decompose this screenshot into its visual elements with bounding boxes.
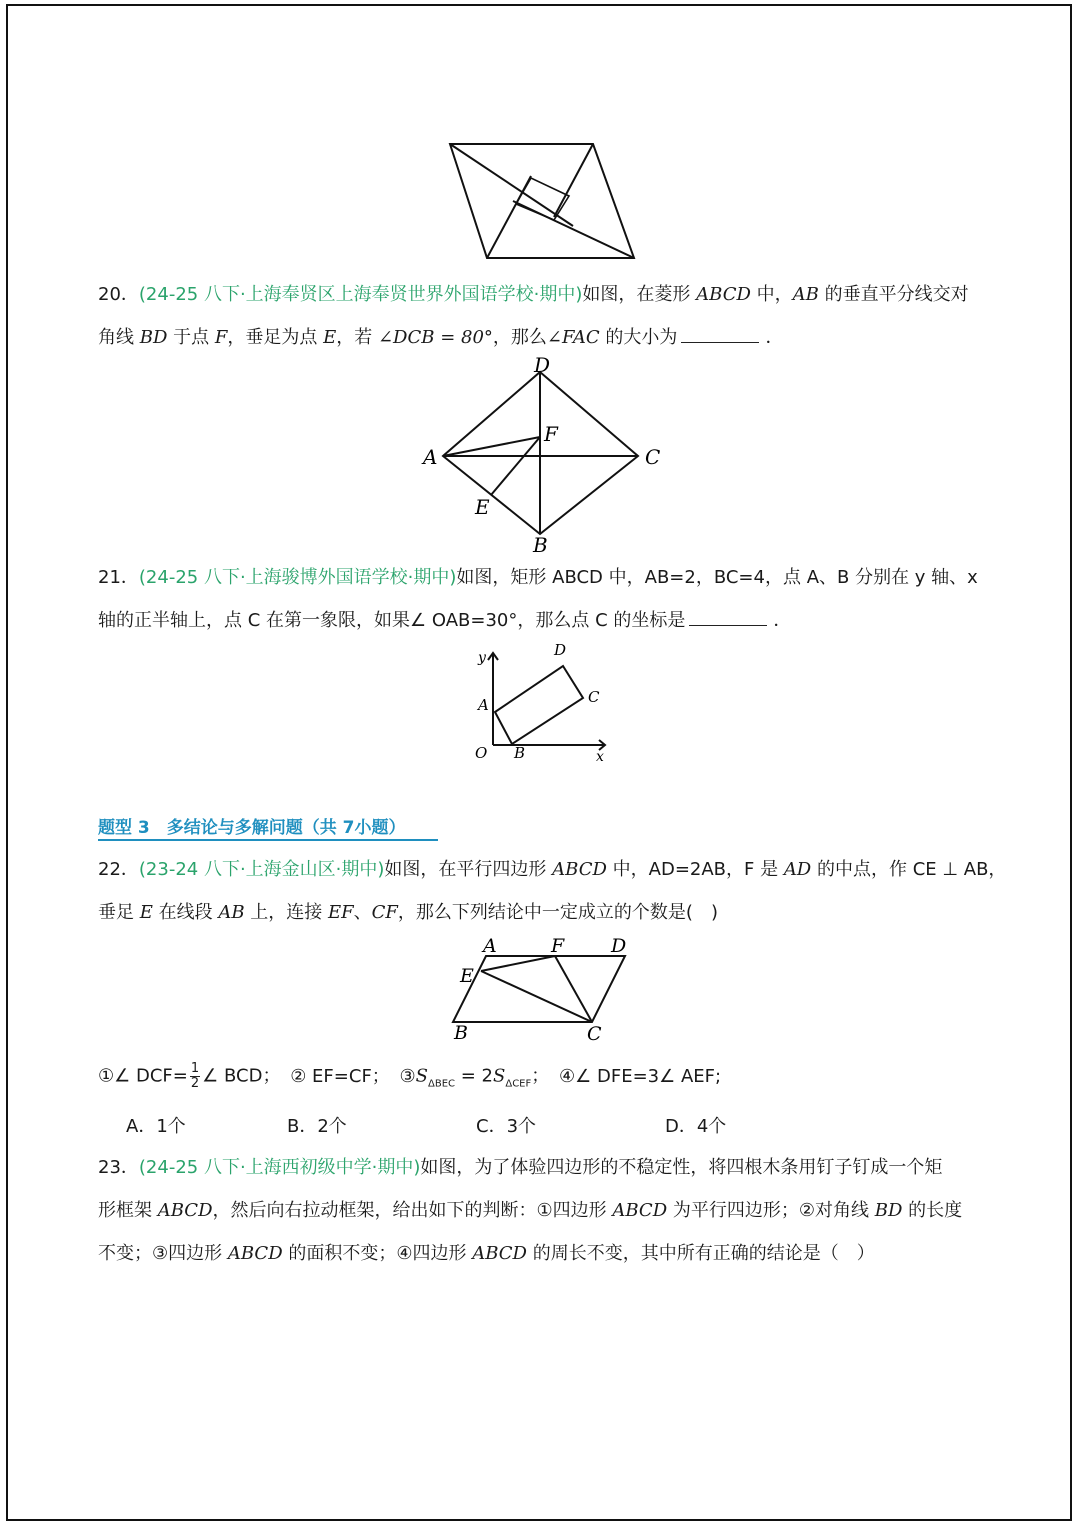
q20-text: 中， — [750, 284, 793, 305]
q20-var: AB — [792, 284, 819, 305]
q21-number: 21． — [98, 567, 139, 588]
q22-text: 在线段 — [152, 902, 219, 923]
q23-line3 — [98, 1242, 875, 1266]
q22-line2 — [98, 901, 718, 925]
q20-rhombus-figure — [415, 352, 675, 557]
q23-text: ，然后向右拉动框架，给出如下的判断：①四边形 — [212, 1200, 613, 1221]
q20-var: ∠FAC — [546, 327, 600, 348]
q21-text: 轴的正半轴上，点 C 在第一象限，如果∠ OAB=30°，那么点 C 的坐标是 — [98, 610, 686, 631]
area-symbol: S — [415, 1065, 429, 1087]
q22-var: AB — [218, 902, 245, 923]
label-B: B — [514, 744, 526, 762]
q23-text: 的长度 — [902, 1200, 963, 1221]
q22-text: ，那么下列结论中一定成立的个数是( ) — [397, 902, 718, 923]
q23-line2 — [98, 1199, 962, 1223]
q22-text: 上，连接 — [244, 902, 329, 923]
equals: = 2 — [455, 1065, 494, 1087]
q20-text: 的大小为 — [599, 327, 678, 348]
q21-source: (24-25 八下·上海骏博外国语学校·期中) — [138, 567, 457, 588]
option-c[interactable]: C．3个 — [476, 1116, 537, 1137]
q22-source: (23-24 八下·上海金山区·期中) — [138, 859, 385, 880]
label-A: A — [423, 445, 438, 469]
fraction-numerator: 1 — [190, 1061, 200, 1076]
q23-var: ABCD — [157, 1200, 213, 1221]
q23-text: 的面积不变；④四边形 — [282, 1243, 473, 1264]
q22-var: ABCD — [552, 859, 607, 880]
top-figure — [440, 138, 640, 262]
label-E: E — [460, 965, 474, 987]
label-E: E — [475, 495, 490, 519]
q22-var: CF — [371, 902, 398, 923]
q23-var: ABCD — [472, 1243, 527, 1264]
q23-text: 形框架 — [98, 1200, 158, 1221]
option-d[interactable]: D．4个 — [665, 1116, 727, 1137]
label-x: x — [596, 749, 604, 765]
q20-text: ，那么 — [492, 327, 547, 348]
area-symbol: S — [493, 1065, 506, 1087]
q20-var: BD — [139, 327, 168, 348]
label-D: D — [554, 641, 567, 659]
answer-blank[interactable] — [681, 326, 759, 343]
q22-parallelogram-figure — [445, 932, 645, 1044]
q21-line2 — [98, 609, 791, 633]
label-D: D — [534, 353, 551, 377]
q21-coordinate-figure — [470, 640, 620, 765]
label-y: y — [478, 650, 486, 666]
answer-blank[interactable] — [689, 609, 767, 626]
q23-number: 23． — [98, 1157, 139, 1178]
q20-var: ∠DCB = 80° — [377, 327, 493, 348]
label-O: O — [475, 744, 488, 762]
label-C: C — [588, 688, 600, 706]
q20-line2 — [98, 326, 783, 350]
q20-source: (24-25 八下·上海奉贤区上海奉贤世界外国语学校·期中) — [138, 284, 583, 305]
subscript: ΔCEF — [505, 1078, 532, 1090]
subscript: ΔBEC — [428, 1078, 456, 1090]
q20-var: F — [214, 327, 228, 348]
q22-text: 的中点，作 CE ⊥ AB， — [811, 859, 1007, 880]
section-underline — [98, 839, 438, 841]
q21-text: ． — [773, 610, 792, 631]
q22-var: AD — [783, 859, 812, 880]
q23-var: ABCD — [612, 1200, 668, 1221]
q22-text: 中，AD=2AB，F 是 — [606, 859, 784, 880]
conclusion-3: ③ — [399, 1065, 416, 1087]
label-F: F — [551, 935, 565, 957]
label-F: F — [544, 422, 558, 446]
q23-text: 为平行四边形；②对角线 — [667, 1200, 875, 1221]
q20-text: ，垂足为点 — [227, 327, 324, 348]
label-A: A — [478, 696, 489, 714]
section-heading: 题型 3 多结论与多解问题（共 7小题） — [98, 818, 406, 838]
q23-line1 — [98, 1156, 942, 1180]
q20-text: ． — [765, 327, 784, 348]
conclusion-1-tail: ∠ BCD； — [202, 1065, 281, 1087]
option-b[interactable]: B．2个 — [287, 1116, 347, 1137]
q23-text: 如图，为了体验四边形的不稳定性，将四根木条用钉子钉成一个矩 — [420, 1157, 943, 1178]
label-A: A — [483, 935, 497, 957]
q22-var: EF — [328, 902, 354, 923]
q23-var: ABCD — [227, 1243, 283, 1264]
conclusion-2: ② EF=CF； — [290, 1065, 390, 1087]
q20-text: 如图，在菱形 — [582, 284, 697, 305]
q22-conclusions — [98, 1062, 721, 1097]
option-a[interactable]: A．1个 — [126, 1116, 186, 1137]
label-D: D — [611, 935, 627, 957]
q22-line1 — [98, 858, 1006, 882]
q20-text: 的垂直平分线交对 — [818, 284, 969, 305]
q23-text: 不变；③四边形 — [98, 1243, 228, 1264]
q23-var: BD — [874, 1200, 903, 1221]
q20-text: 于点 — [167, 327, 215, 348]
conclusion-3-tail: ； — [531, 1065, 550, 1087]
q23-text: 的周长不变，其中所有正确的结论是（ ） — [526, 1243, 875, 1264]
q22-var: E — [139, 902, 153, 923]
q21-line1 — [98, 566, 978, 590]
conclusion-1: ①∠ DCF= — [98, 1065, 188, 1087]
label-C: C — [587, 1023, 602, 1044]
q22-text: 垂足 — [98, 902, 140, 923]
fraction-denominator: 2 — [190, 1076, 200, 1091]
q20-text: 角线 — [98, 327, 140, 348]
q23-source: (24-25 八下·上海西初级中学·期中) — [138, 1157, 421, 1178]
label-C: C — [645, 445, 661, 469]
q20-line1 — [98, 283, 969, 307]
q22-number: 22． — [98, 859, 139, 880]
q22-text: 、 — [353, 902, 372, 923]
label-B: B — [533, 533, 548, 557]
label-B: B — [454, 1022, 468, 1044]
conclusion-4: ④∠ DFE=3∠ AEF; — [559, 1065, 722, 1087]
q22-text: 如图，在平行四边形 — [384, 859, 553, 880]
q21-text: 如图，矩形 ABCD 中，AB=2，BC=4，点 A、B 分别在 y 轴、x — [456, 567, 978, 588]
q20-text: ，若 — [336, 327, 378, 348]
q20-var: E — [323, 327, 337, 348]
q20-number: 20． — [98, 284, 139, 305]
q20-var: ABCD — [696, 284, 751, 305]
fraction-half — [190, 1062, 200, 1091]
